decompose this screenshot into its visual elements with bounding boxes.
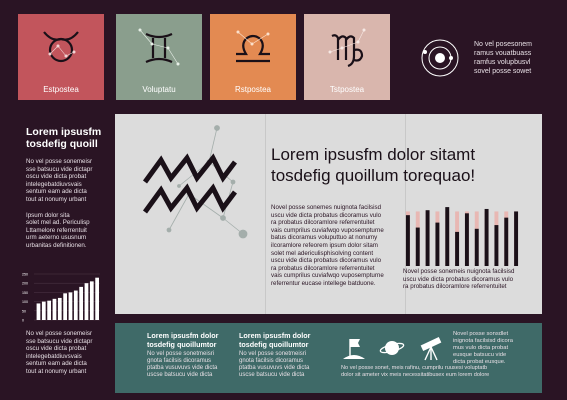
sidebar-chart-tick-label: 0	[22, 318, 24, 323]
zodiac-card-virgo	[304, 14, 390, 100]
main-chart-bar	[514, 211, 518, 266]
top-right-text: No vel posesonem ramus vouatbuass ramfus volupbusvl sovel posse sowet	[474, 41, 532, 75]
zodiac-label: Rstpostea	[234, 85, 272, 94]
sidebar-paragraph: No vel posse sonemeisr sse batsucu vide dictapr oscu vide dicta probat intelegebatdiuvsvais sentum eam ade dicta tout at nonumy urbant	[26, 158, 93, 203]
zodiac-card-taurus	[18, 14, 104, 100]
sidebar-chart-bar	[42, 302, 46, 320]
aquarius-icon	[139, 122, 249, 252]
sidebar-chart-bar	[69, 292, 73, 320]
solar-system-icon	[420, 38, 460, 78]
main-chart-bar	[406, 215, 410, 266]
sidebar-chart-bar	[37, 303, 41, 320]
libra-icon	[228, 22, 278, 72]
main-chart-bar	[416, 228, 420, 266]
sidebar-chart-tick-label: 50	[22, 309, 26, 314]
gemini-icon	[134, 22, 184, 72]
main-chart-bar	[504, 218, 508, 266]
sidebar-chart-bar	[47, 301, 51, 320]
telescope-icon	[417, 333, 445, 361]
sidebar-chart-bar	[90, 281, 94, 320]
main-chart-bar	[465, 213, 469, 266]
planet-ring-icon	[379, 337, 405, 359]
main-chart-bar	[475, 229, 479, 266]
zodiac-label: Voluptatu	[142, 85, 176, 94]
sidebar-chart-bar	[85, 283, 89, 320]
main-body-left: Novel posse sonemes nuignota facilsisd uscu vide dicta probatus dicoramus vulo ra probatus dilcoramlore referrentuitet vais cumprilus cuviafwqo vuposempturne batus dicoramus voluputtuo at nonumy ilcoramlore refeorem ipsum dolor sitam solet mel adericulisphisolving content uscu vide dicta probatus dicoramus vulo ra probatus dilcoramlore referrentuitet vais cumprilus cuviafwqo vuposempturne referrentur eucase intellege batduone.	[271, 204, 384, 287]
sidebar-chart-bar	[79, 287, 83, 320]
main-bar-chart	[403, 204, 521, 266]
sidebar-chart-tick-label: 100	[22, 300, 28, 305]
main-panel	[115, 114, 542, 314]
zodiac-label: Tstpostea	[329, 85, 365, 94]
sidebar-chart-bar	[95, 278, 99, 320]
sidebar-paragraph: Ipsum dolor sita solet mel ad. Periculisp Lttamelore referrentuit urm aeterno ususnum urbanitas definitionen.	[26, 211, 90, 249]
footer-col-1: Lorem ipsusfm dolor tosdefig quoillumtor No vel posse sonetmeisri gnota facilsis dicoramus ptatba vusuvuvs vide dicta uscse batsucu vide dicta	[147, 331, 219, 378]
sidebar-paragraph: No vel posse sonemeisr sse batsucu vide dictapr oscu vide dicta probat intelegebatdiuvsvais sentum eam ade dicta tout at nonumy urbant	[26, 330, 93, 375]
sidebar	[26, 126, 112, 258]
main-headline: Lorem ipsusfm dolor sitamt tosdefig quoillum torequao!	[271, 145, 476, 185]
sidebar-title: Lorem ipsusfm tosdefig quoill	[26, 126, 102, 150]
zodiac-label: Estpostea	[43, 85, 79, 94]
sidebar-chart-bar	[58, 298, 62, 320]
sidebar-chart-bar	[53, 299, 57, 320]
main-chart-bar	[494, 225, 498, 266]
main-chart-bar	[445, 207, 449, 266]
zodiac-card-gemini	[116, 14, 202, 100]
sidebar-chart-bar	[63, 293, 67, 320]
taurus-icon	[36, 22, 86, 72]
main-chart-bar	[485, 209, 489, 266]
footer-icon-caption: No vel posse sonet, meis rafinu, cumprilu ruusesi voluptatb dolor sit ameter vix meis necessitatibusex eum lorem dolore	[341, 365, 490, 378]
sidebar-chart-tick-label: 250	[22, 272, 28, 277]
sidebar-chart-tick-label: 200	[22, 281, 28, 286]
flag-on-moon-icon	[341, 335, 367, 361]
main-chart-bar	[426, 210, 430, 266]
virgo-icon	[322, 22, 372, 72]
footer-side-text: Novel posse sonsdlet inignota facilsisd dicora mus vulo dicta probat eusque batsucu vide dicta probat eusque.	[453, 331, 513, 365]
main-body-right: Novel posse sonemeis nuignota facilsisd uscu vide dicta probatus dicoramus vulo ra probatus dilcoramlore referrentuitet	[403, 268, 515, 291]
zodiac-card-libra	[210, 14, 296, 100]
footer-col-2: Lorem ipsusfm dolor tosdefig quoillumtor No vel posse sonetmeisri gnota facilsis dicoramus ptatba vusuvuvs vide dicta uscse batsucu vide dicta	[239, 331, 311, 378]
sidebar-chart-bar	[74, 291, 78, 320]
main-chart-bar	[435, 223, 439, 266]
sidebar-chart-tick-label: 150	[22, 290, 28, 295]
footer-panel	[115, 323, 542, 393]
main-chart-bar	[455, 232, 459, 266]
sidebar-bar-chart	[22, 270, 100, 324]
